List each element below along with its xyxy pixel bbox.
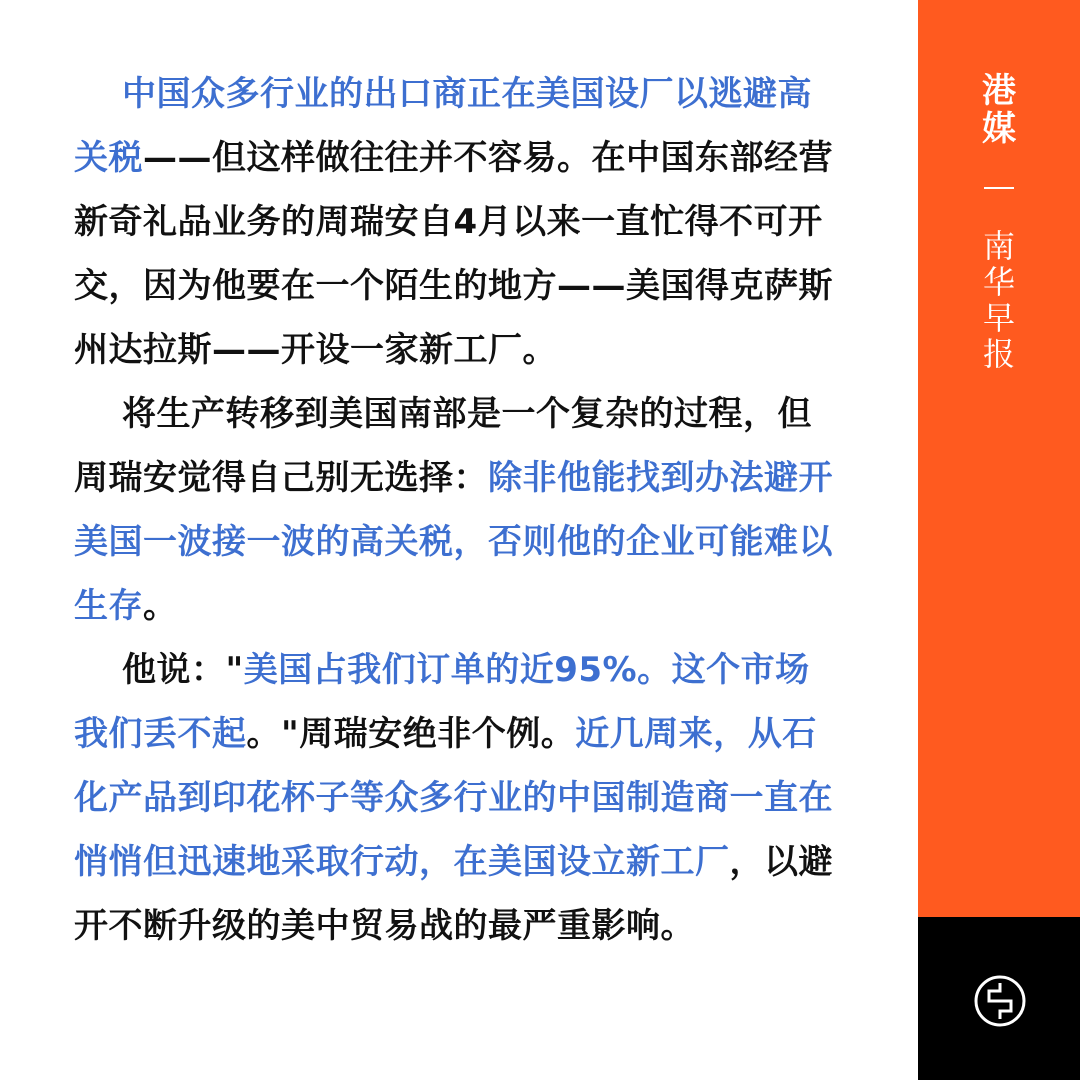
body-text: 他说："	[122, 650, 244, 690]
highlight-text: 近几周来，从石化产品到印花杯子等众多行业的中国制造商一直在悄悄但迅速地采取行动，在美国设立新工厂	[74, 714, 833, 882]
body-text: 。"周瑞安绝非个例。	[246, 714, 576, 754]
sidebar-divider	[984, 187, 1014, 189]
body-text: 将生产转移到美国南部是一个复杂的过程，但周瑞安觉得自己别无选择：	[74, 394, 812, 498]
body-text: ，以避开不断升级的美中贸易战的最严重影响。	[74, 842, 833, 946]
publication-char: 早	[982, 299, 1015, 337]
publication-name	[918, 228, 1080, 372]
scmp-logo-icon	[973, 974, 1027, 1028]
highlight-text: 中国众多行业的出口商正在美国设厂以逃避高关税	[74, 74, 812, 178]
body-text: 。	[143, 586, 178, 626]
highlight-text: 除非他能找到办法避开美国一波接一波的高关税，否则他的企业可能难以生存	[74, 458, 833, 626]
category-char: 港	[982, 71, 1016, 111]
article-body	[74, 62, 839, 958]
highlight-text: 美国占我们订单的近95%。这个市场我们丢不起	[74, 650, 810, 754]
category-label	[918, 72, 1080, 148]
body-text: ——但这样做往往并不容易。在中国东部经营新奇礼品业务的周瑞安自4月以来一直忙得不可开交，因为他要在一个陌生的地方——美国得克萨斯州达拉斯——开设一家新工厂。	[74, 138, 833, 370]
paragraph-3	[74, 638, 839, 958]
publication-char: 华	[982, 263, 1015, 301]
publication-char: 南	[982, 227, 1015, 265]
publication-char: 报	[982, 335, 1015, 373]
sidebar-banner	[918, 0, 1080, 917]
logo-panel	[918, 917, 1080, 1080]
category-char: 媒	[982, 109, 1016, 149]
paragraph-2	[74, 382, 839, 638]
paragraph-1	[74, 62, 839, 382]
